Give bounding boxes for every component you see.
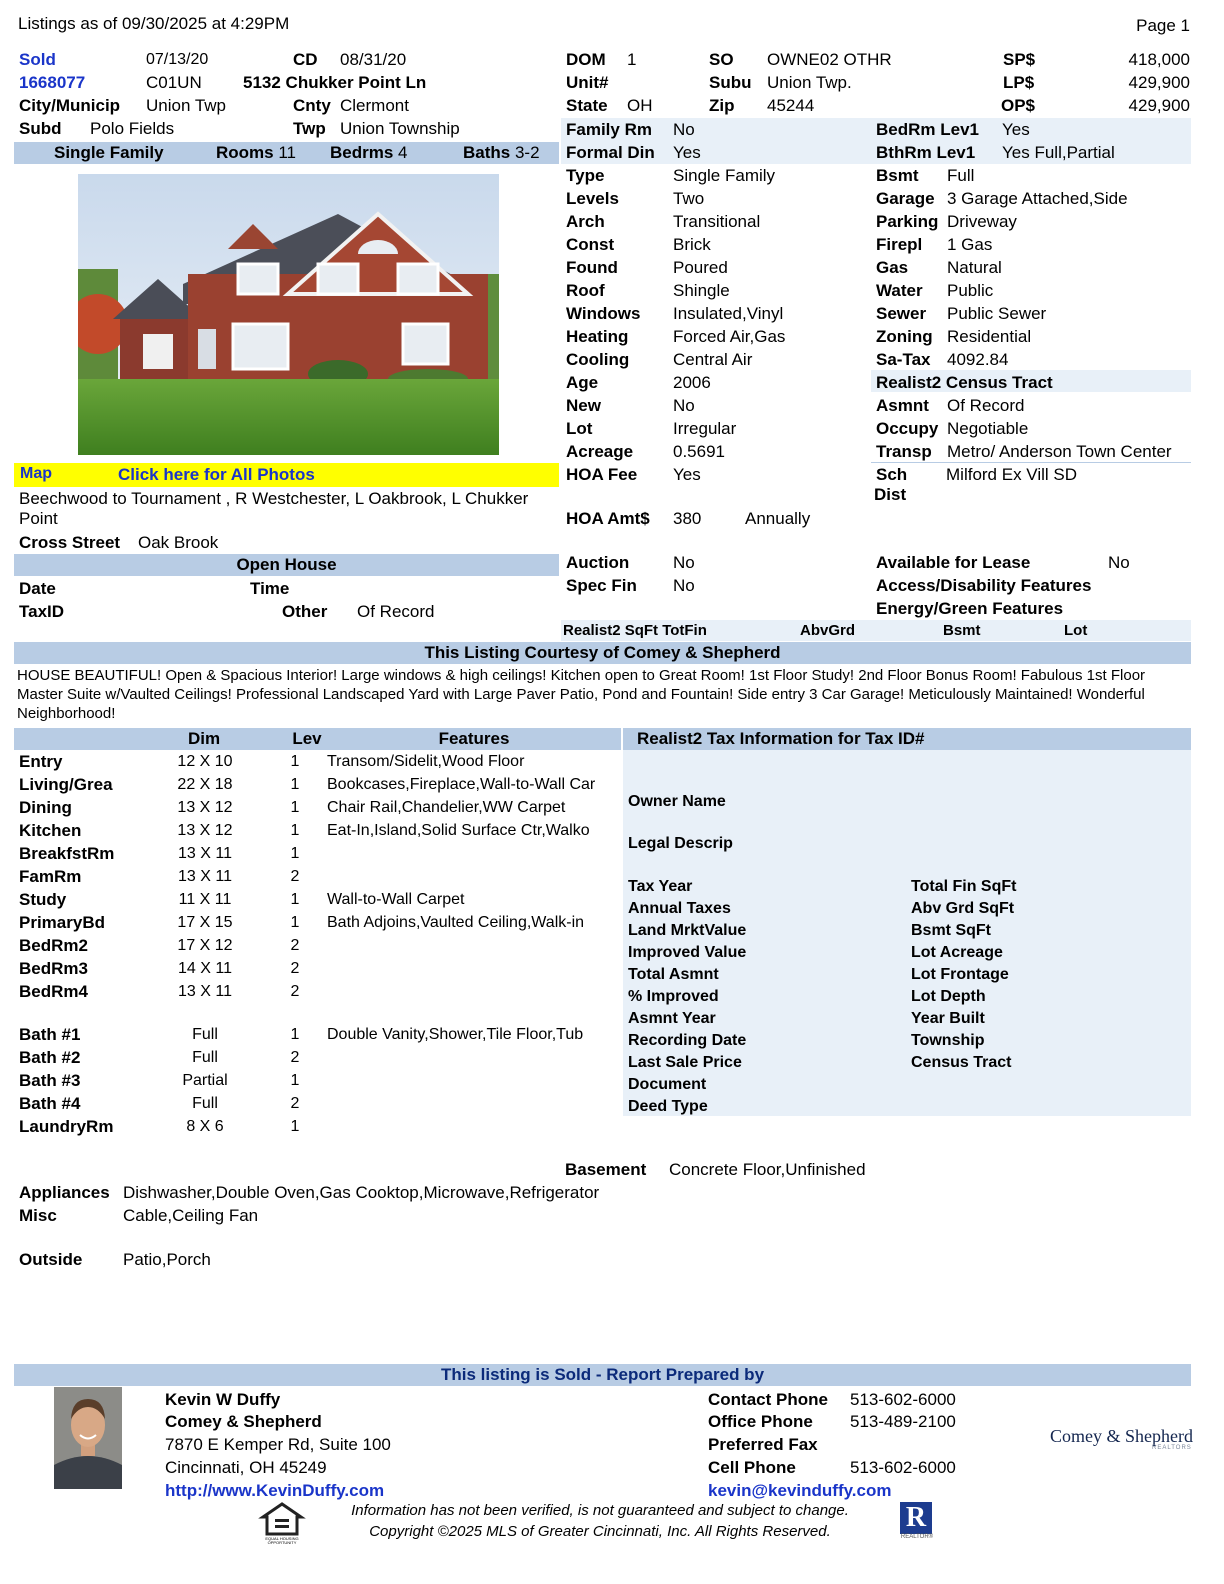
equal-housing-icon — [258, 1502, 306, 1546]
sqft-bsmt-label: Bsmt — [943, 622, 981, 639]
room-level: 2 — [290, 983, 300, 1000]
contact-phone-label: Contact Phone — [708, 1390, 828, 1409]
room-name: Kitchen — [19, 821, 82, 840]
room-name: Entry — [19, 752, 63, 771]
lease-value: No — [1108, 553, 1130, 572]
all-photos-link[interactable]: Click here for All Photos — [118, 465, 315, 484]
room-level: 1 — [290, 1026, 300, 1043]
feature-label: Water — [876, 281, 923, 300]
tax-info-title: Realist2 Tax Information for Tax ID# — [637, 729, 925, 748]
baths-value: 3-2 — [514, 143, 540, 162]
feature-value: Transitional — [673, 212, 761, 231]
map-link[interactable]: Map — [20, 465, 52, 482]
room-name: Bath #4 — [19, 1094, 81, 1113]
hoa-amt-frequency: Annually — [745, 509, 811, 528]
unit-label: Unit# — [566, 73, 609, 92]
tax-field-label: Lot Frontage — [911, 966, 1009, 983]
room-features: Double Vanity,Shower,Tile Floor,Tub — [327, 1026, 584, 1043]
so-value: OWNE02 OTHR — [767, 50, 892, 69]
tax-field-label: Land MrktValue — [628, 922, 747, 939]
room-level: 1 — [290, 845, 300, 862]
office-phone-value: 513-489-2100 — [850, 1412, 956, 1431]
room-name: Bath #1 — [19, 1025, 81, 1044]
agent-address-1: 7870 E Kemper Rd, Suite 100 — [165, 1435, 391, 1454]
office-code: C01UN — [146, 73, 202, 92]
owner-name-label: Owner Name — [628, 793, 726, 810]
room-dim: 17 X 12 — [177, 937, 233, 954]
room-name: Study — [19, 890, 67, 909]
cell-phone-value: 513-602-6000 — [850, 1458, 956, 1477]
room-name: Bath #3 — [19, 1071, 81, 1090]
county-value: Clermont — [340, 96, 409, 115]
room-name: BedRm4 — [19, 982, 88, 1001]
legal-descrip-label: Legal Descrip — [628, 835, 733, 852]
feature-value: Two — [673, 189, 705, 208]
room-dim: Full — [192, 1049, 218, 1066]
feature-value: Metro/ Anderson Town Center — [947, 442, 1172, 461]
feature-value: Insulated,Vinyl — [673, 304, 784, 323]
tax-field-label: Abv Grd SqFt — [911, 900, 1015, 917]
room-name: LaundryRm — [19, 1117, 114, 1136]
feature-label: New — [566, 396, 601, 415]
agent-website-link[interactable]: http://www.KevinDuffy.com — [165, 1481, 385, 1500]
other-label: Other — [282, 602, 328, 621]
courtesy-bar: This Listing Courtesy of Comey & Shepherd — [14, 642, 1191, 664]
room-features: Bath Adjoins,Vaulted Ceiling,Walk-in — [327, 914, 585, 931]
misc-label: Misc — [19, 1206, 57, 1225]
room-name: FamRm — [19, 867, 82, 886]
feature-label: Asmnt — [876, 396, 929, 415]
rooms-features-header: Features — [438, 729, 510, 748]
feature-label: Heating — [566, 327, 629, 346]
basement-label: Basement — [565, 1160, 647, 1179]
rooms-dim-header: Dim — [187, 729, 221, 748]
spec-fin-value: No — [673, 576, 695, 595]
city-value: Union Twp — [146, 96, 227, 115]
realtor-text: REALTOR® — [900, 1534, 934, 1540]
room-dim: 13 X 11 — [178, 983, 232, 1000]
feature-label: Gas — [876, 258, 909, 277]
tax-field-label: % Improved — [628, 988, 719, 1005]
room-features: Eat-In,Island,Solid Surface Ctr,Walko — [327, 822, 590, 839]
rooms-header-bar — [14, 728, 621, 750]
room-dim: 11 X 11 — [178, 891, 232, 908]
appliances-value: Dishwasher,Double Oven,Gas Cooktop,Microwave,Refrigerator — [123, 1183, 600, 1202]
cd-label: CD — [293, 50, 318, 69]
tax-field-label: Census Tract — [911, 1054, 1012, 1071]
tax-field-label: Document — [628, 1076, 707, 1093]
feature-label: Age — [566, 373, 599, 392]
auction-value: No — [673, 553, 695, 572]
summary-bar — [14, 142, 559, 164]
feature-value: Natural — [947, 258, 1002, 277]
tax-field-label: Bsmt SqFt — [911, 922, 991, 939]
rooms-label: Rooms — [216, 143, 274, 162]
disclaimer: Information has not been verified, is not guaranteed and subject to change. — [351, 1502, 849, 1519]
feature-value: Residential — [947, 327, 1032, 346]
room-level: 1 — [290, 1118, 300, 1135]
tax-field-label: Deed Type — [628, 1098, 708, 1115]
room-dim: 22 X 18 — [177, 776, 233, 793]
op-value: 429,900 — [1128, 96, 1190, 115]
taxid-label: TaxID — [19, 602, 65, 621]
room-level: 1 — [290, 822, 300, 839]
equal-housing-text: EQUAL HOUSING OPPORTUNITY — [265, 1536, 299, 1545]
feature-label: Type — [566, 166, 605, 185]
feature-label: Windows — [566, 304, 641, 323]
feature-value: Public Sewer — [947, 304, 1047, 323]
agent-company: Comey & Shepherd — [165, 1412, 322, 1431]
office-phone-label: Office Phone — [708, 1412, 813, 1431]
room-dim: 13 X 11 — [178, 845, 232, 862]
room-dim: 12 X 10 — [177, 753, 233, 770]
feature-label: BthRm Lev1 — [876, 143, 976, 162]
tax-field-label: Lot Acreage — [911, 944, 1003, 961]
feature-label: Cooling — [566, 350, 630, 369]
feature-label: Bsmt — [876, 166, 919, 185]
feature-value: Full — [947, 166, 975, 185]
feature-value: Negotiable — [947, 419, 1029, 438]
room-level: 2 — [290, 960, 300, 977]
feature-value: Poured — [673, 258, 728, 277]
mls-number[interactable]: 1668077 — [19, 73, 86, 92]
tax-info-header — [623, 728, 1191, 750]
state-label: State — [566, 96, 608, 115]
room-name: BreakfstRm — [19, 844, 115, 863]
county-label: Cnty — [293, 96, 331, 115]
outside-label: Outside — [19, 1250, 83, 1269]
op-label: OP$ — [1001, 96, 1036, 115]
tax-field-label: Improved Value — [628, 944, 747, 961]
auction-label: Auction — [566, 553, 630, 572]
tax-field-label: Annual Taxes — [628, 900, 731, 917]
subdivision-value: Polo Fields — [90, 119, 175, 138]
tax-field-label: Total Asmnt — [628, 966, 719, 983]
room-dim: Full — [192, 1026, 218, 1043]
realtor-mark: R — [900, 1502, 932, 1534]
agent-name: Kevin W Duffy — [165, 1390, 281, 1409]
feature-label: Acreage — [566, 442, 634, 461]
access-label: Access/Disability Features — [876, 576, 1092, 595]
photo-link-bar — [14, 463, 559, 487]
lease-label: Available for Lease — [876, 553, 1031, 572]
subdivision-label: Subd — [19, 119, 62, 138]
feature-value: Yes Full,Partial — [1002, 143, 1115, 162]
open-house-title: Open House — [14, 554, 559, 576]
feature-value: Irregular — [673, 419, 737, 438]
sqft-lot-label: Lot — [1064, 622, 1088, 639]
feature-value: Central Air — [673, 350, 753, 369]
room-dim: 13 X 11 — [178, 868, 232, 885]
room-level: 2 — [290, 937, 300, 954]
contact-phone-value: 513-602-6000 — [850, 1390, 956, 1409]
open-house-time-label: Time — [250, 579, 290, 598]
tax-field-label: Tax Year — [628, 878, 693, 895]
status: Sold — [19, 50, 56, 69]
preferred-fax-label: Preferred Fax — [708, 1435, 818, 1454]
cd-value: 08/31/20 — [340, 50, 407, 69]
room-level: 1 — [290, 1072, 300, 1089]
room-dim: 8 X 6 — [186, 1118, 224, 1135]
feature-label: Lot — [566, 419, 593, 438]
feature-label: Formal Din — [566, 143, 655, 162]
room-level: 1 — [290, 891, 300, 908]
room-dim: 13 X 12 — [177, 799, 233, 816]
zip-label: Zip — [709, 96, 735, 115]
feature-label: Levels — [566, 189, 619, 208]
feature-value: 3 Garage Attached,Side — [947, 189, 1128, 208]
sqft-abvgrd-label: AbvGrd — [800, 622, 856, 639]
township-label: Twp — [293, 119, 326, 138]
room-name: Living/Grea — [19, 775, 113, 794]
cell-phone-label: Cell Phone — [708, 1458, 796, 1477]
room-name: Bath #2 — [19, 1048, 81, 1067]
tax-field-label: Asmnt Year — [628, 1010, 716, 1027]
feature-label: Realist2 Census Tract — [876, 373, 1053, 392]
feature-value: Public — [947, 281, 994, 300]
feature-value: Forced Air,Gas — [673, 327, 786, 346]
lp-label: LP$ — [1003, 73, 1035, 92]
feature-value: Brick — [673, 235, 711, 254]
tax-field-label: Year Built — [911, 1010, 985, 1027]
feature-label: Roof — [566, 281, 605, 300]
basement-value: Concrete Floor,Unfinished — [669, 1160, 866, 1179]
company-logo-sub: REALTORS — [1152, 1445, 1192, 1451]
feature-label: Zoning — [876, 327, 933, 346]
cross-street-value: Oak Brook — [138, 533, 219, 552]
feature-value: Yes — [673, 143, 701, 162]
realtor-icon — [900, 1502, 934, 1544]
divider — [871, 462, 1191, 463]
hoa-amt-label: HOA Amt$ — [566, 509, 650, 528]
hoa-fee-label: HOA Fee — [566, 465, 638, 484]
feature-value: No — [673, 396, 695, 415]
feature-value: 1 Gas — [947, 235, 993, 254]
feature-label: Transp — [876, 442, 932, 461]
lp-value: 429,900 — [1128, 73, 1190, 92]
remarks: HOUSE BEAUTIFUL! Open & Spacious Interior! Large windows & high ceilings! Kitchen open to Great Room! 1st Floor Study! 2nd Floor Bonus Room! Fabulous 1st Floor Master Suite w/Vaulted Ceilings! Professional Landscaped Yard with Large Paver Patio, Pond and Fountain! Side entry 3 Car Garage! Meticulously Maintained! Wonderful Neighborhood! — [17, 667, 1146, 722]
room-dim: Partial — [182, 1072, 228, 1089]
other-value: Of Record — [357, 602, 435, 621]
subu-label: Subu — [709, 73, 752, 92]
room-features: Bookcases,Fireplace,Wall-to-Wall Car — [327, 776, 596, 793]
feature-value: Shingle — [673, 281, 730, 300]
feature-label: BedRm Lev1 — [876, 120, 979, 139]
room-name: BedRm2 — [19, 936, 88, 955]
hoa-amt-value: 380 — [673, 509, 702, 528]
feature-value: 4092.84 — [947, 350, 1009, 369]
directions: Beechwood to Tournament , R Westchester, L Oakbrook, L Chukker Point — [19, 489, 529, 528]
feature-label: Const — [566, 235, 615, 254]
sqft-totfin-label: Realist2 SqFt TotFin — [563, 622, 707, 639]
company-logo: Comey & Shepherd — [1050, 1426, 1193, 1446]
sp-label: SP$ — [1003, 50, 1036, 69]
city-label: City/Municip — [19, 96, 121, 115]
appliances-label: Appliances — [19, 1183, 110, 1202]
misc-value: Cable,Ceiling Fan — [123, 1206, 259, 1225]
spec-fin-label: Spec Fin — [566, 576, 637, 595]
agent-photo — [54, 1387, 122, 1489]
room-level: 1 — [290, 776, 300, 793]
room-level: 1 — [290, 753, 300, 770]
feature-label: Arch — [566, 212, 605, 231]
dom-value: 1 — [627, 50, 637, 69]
township-value: Union Township — [340, 119, 460, 138]
rooms-lev-header: Lev — [292, 729, 322, 748]
feature-value: Single Family — [673, 166, 776, 185]
feature-label: Sewer — [876, 304, 927, 323]
feature-value: Driveway — [947, 212, 1017, 231]
baths-label: Baths — [463, 143, 511, 162]
property-photo[interactable] — [78, 174, 499, 455]
school-district-value: Milford Ex Vill SD — [946, 465, 1077, 484]
tax-field-label: Total Fin SqFt — [911, 878, 1017, 895]
cross-street-label: Cross Street — [19, 533, 121, 552]
status-date: 07/13/20 — [146, 51, 209, 68]
open-house-date-label: Date — [19, 579, 56, 598]
zip-value: 45244 — [767, 96, 815, 115]
room-features: Transom/Sidelit,Wood Floor — [327, 753, 525, 770]
tax-field-label: Township — [911, 1032, 985, 1049]
school-district-label-1: Sch — [876, 465, 908, 484]
room-features: Wall-to-Wall Carpet — [327, 891, 465, 908]
room-dim: 13 X 12 — [177, 822, 233, 839]
bedrms-label: Bedrms — [330, 143, 394, 162]
copyright: Copyright ©2025 MLS of Greater Cincinnati, Inc. All Rights Reserved. — [369, 1523, 831, 1540]
sqft-bar — [561, 620, 1191, 641]
room-features: Chair Rail,Chandelier,WW Carpet — [327, 799, 566, 816]
listings-date: Listings as of 09/30/2025 at 4:29PM — [18, 14, 290, 33]
agent-email-link[interactable]: kevin@kevinduffy.com — [708, 1481, 892, 1500]
room-level: 1 — [290, 914, 300, 931]
tax-field-label: Lot Depth — [911, 988, 986, 1005]
property-type: Single Family — [54, 143, 164, 162]
room-dim: 17 X 15 — [177, 914, 233, 931]
feature-value: Of Record — [947, 396, 1025, 415]
page-number: Page 1 — [1136, 16, 1190, 35]
sp-value: 418,000 — [1128, 50, 1190, 69]
room-level: 2 — [290, 868, 300, 885]
room-level: 2 — [290, 1049, 300, 1066]
feature-label: Parking — [876, 212, 939, 231]
feature-label: Family Rm — [566, 120, 652, 139]
sold-report-bar: This listing is Sold - Report Prepared by — [14, 1364, 1191, 1386]
state-value: OH — [627, 96, 653, 115]
feature-label: Occupy — [876, 419, 939, 438]
room-level: 1 — [290, 799, 300, 816]
feature-label: Firepl — [876, 235, 923, 254]
room-dim: Full — [192, 1095, 218, 1112]
school-district-label-2: Dist — [874, 485, 907, 504]
outside-value: Patio,Porch — [123, 1250, 211, 1269]
feature-value: No — [673, 120, 695, 139]
street-address: 5132 Chukker Point Ln — [243, 73, 427, 92]
feature-value: 2006 — [673, 373, 711, 392]
subu-value: Union Twp. — [767, 73, 852, 92]
feature-label: Sa-Tax — [876, 350, 931, 369]
room-name: PrimaryBd — [19, 913, 105, 932]
room-name: BedRm3 — [19, 959, 88, 978]
tax-field-label: Last Sale Price — [628, 1054, 742, 1071]
feature-label: Found — [566, 258, 618, 277]
feature-label: Garage — [876, 189, 935, 208]
dom-label: DOM — [566, 50, 606, 69]
room-name: Dining — [19, 798, 72, 817]
room-dim: 14 X 11 — [178, 960, 232, 977]
agent-address-2: Cincinnati, OH 45249 — [165, 1458, 327, 1477]
hoa-fee-value: Yes — [673, 465, 701, 484]
tax-field-label: Recording Date — [628, 1032, 747, 1049]
so-label: SO — [709, 50, 734, 69]
feature-value: Yes — [1002, 120, 1030, 139]
feature-value: 0.5691 — [673, 442, 725, 461]
rooms-value: 11 — [278, 143, 297, 162]
bedrms-value: 4 — [398, 143, 408, 162]
room-level: 2 — [290, 1095, 300, 1112]
energy-label: Energy/Green Features — [876, 599, 1064, 618]
